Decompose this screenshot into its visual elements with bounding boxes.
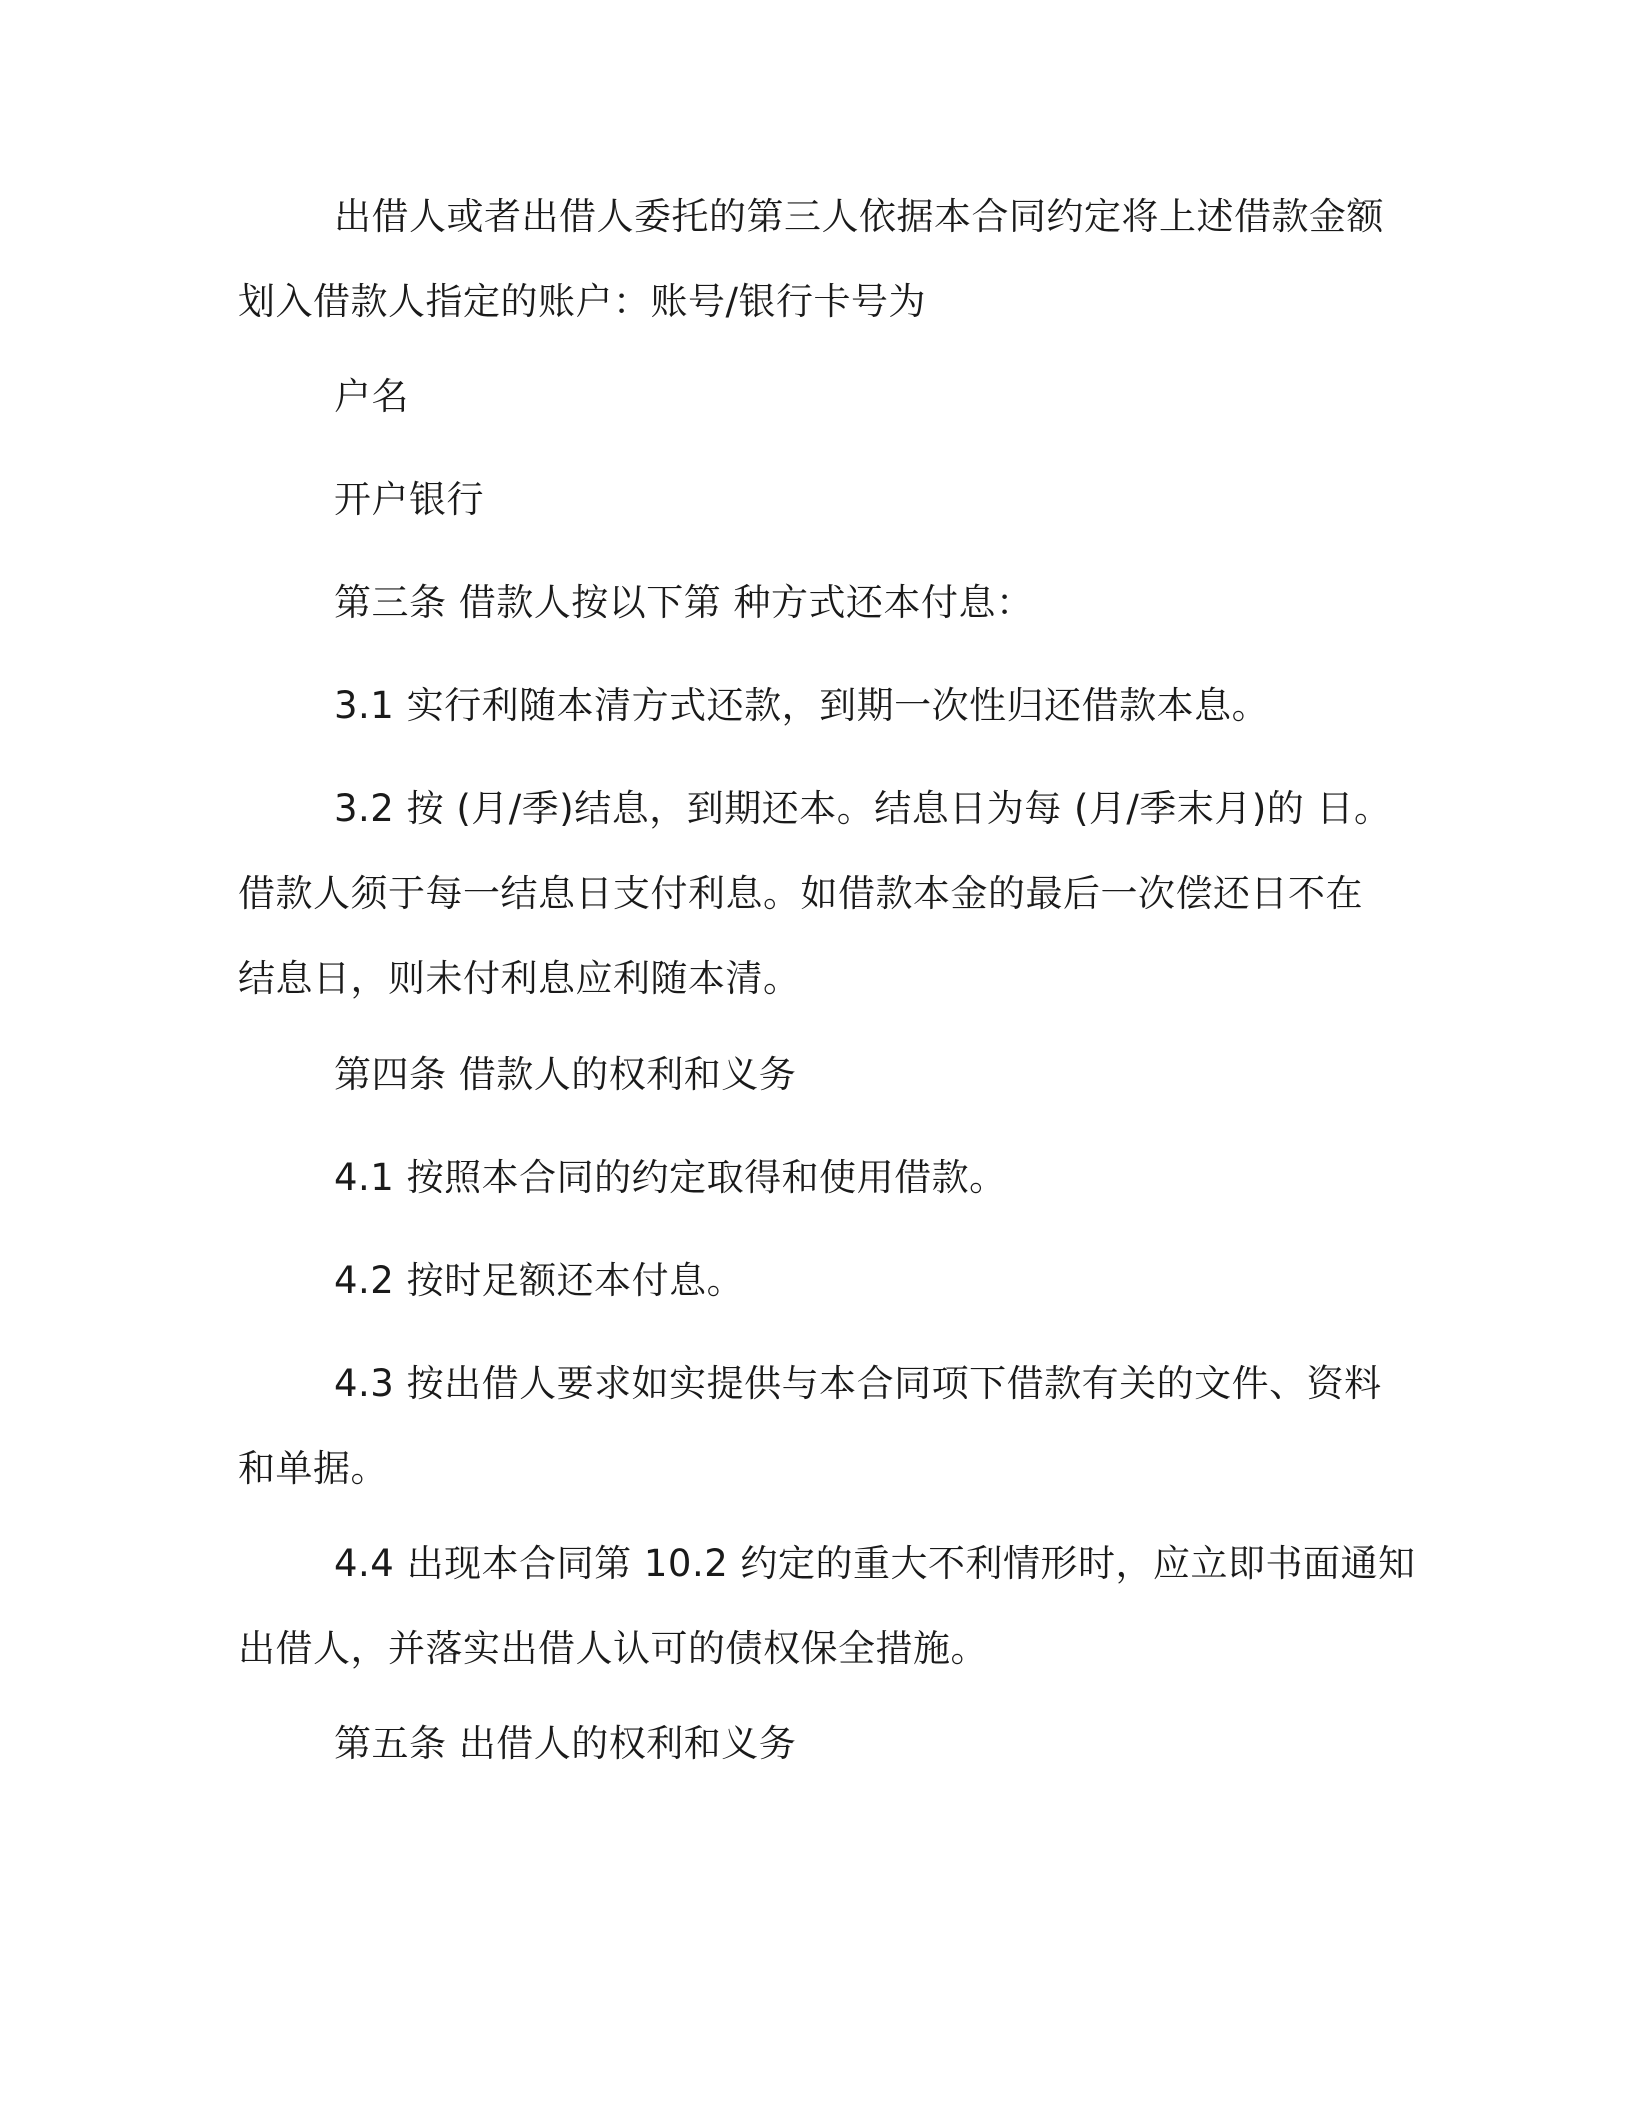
paragraph-line: 4.3 按出借人要求如实提供与本合同项下借款有关的文件、资料 xyxy=(334,1362,1382,1405)
paragraph-line: 第三条 借款人按以下第 种方式还本付息： xyxy=(334,581,1034,624)
paragraph-line: 户名 xyxy=(334,375,409,418)
paragraph-line: 第五条 出借人的权利和义务 xyxy=(334,1722,797,1765)
paragraph-line: 3.1 实行利随本清方式还款，到期一次性归还借款本息。 xyxy=(334,684,1270,727)
paragraph-line: 开户银行 xyxy=(334,478,484,521)
paragraph-line: 划入借款人指定的账户：账号/银行卡号为 xyxy=(238,280,926,323)
paragraph-line: 4.4 出现本合同第 10.2 约定的重大不利情形时，应立即书面通知 xyxy=(334,1542,1416,1585)
paragraph-line: 3.2 按 (月/季)结息，到期还本。结息日为每 (月/季末月)的 日。 xyxy=(334,787,1392,830)
paragraph-line: 出借人或者出借人委托的第三人依据本合同约定将上述借款金额 xyxy=(334,195,1384,238)
paragraph-line: 第四条 借款人的权利和义务 xyxy=(334,1053,797,1096)
paragraph-line: 4.1 按照本合同的约定取得和使用借款。 xyxy=(334,1156,1007,1199)
paragraph-line: 借款人须于每一结息日支付利息。如借款本金的最后一次偿还日不在 xyxy=(238,872,1363,915)
paragraph-line: 出借人，并落实出借人认可的债权保全措施。 xyxy=(238,1627,988,1670)
paragraph-line: 和单据。 xyxy=(238,1447,388,1490)
paragraph-line: 结息日，则未付利息应利随本清。 xyxy=(238,957,801,1000)
paragraph-line: 4.2 按时足额还本付息。 xyxy=(334,1259,745,1302)
